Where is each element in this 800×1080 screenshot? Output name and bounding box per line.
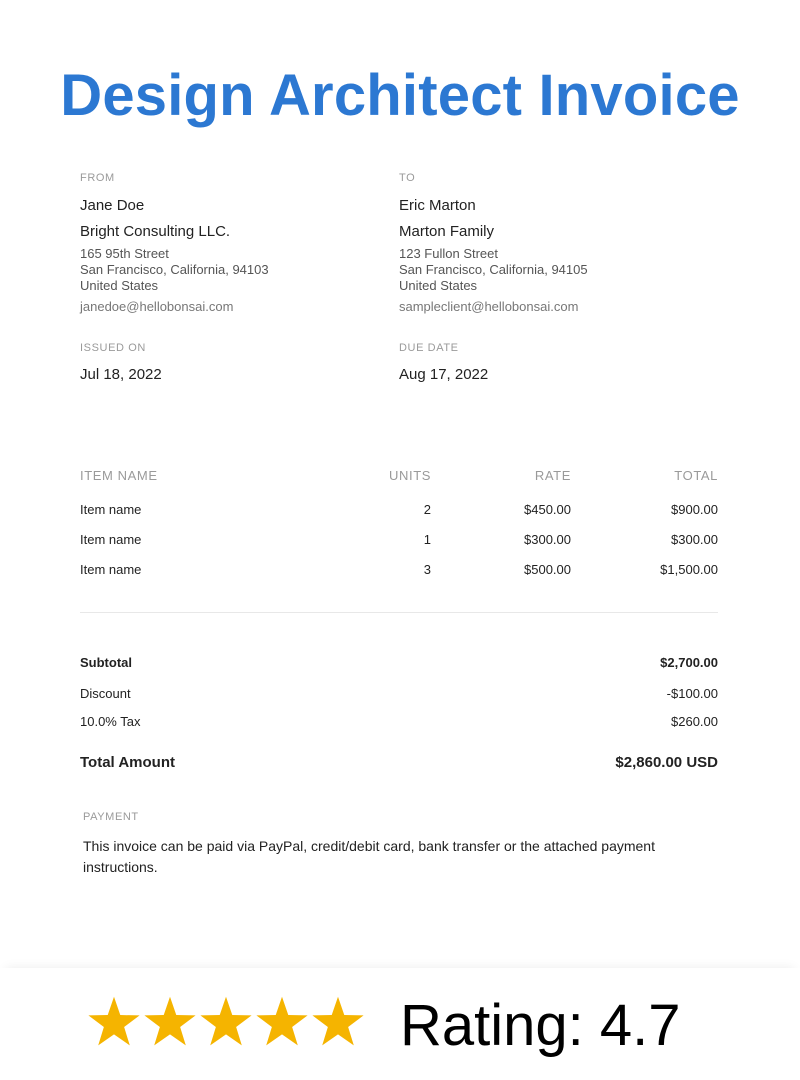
table-row: [80, 532, 718, 562]
from-address-line1: 165 95th Street: [80, 246, 169, 261]
to-email: sampleclient@hellobonsai.com: [399, 299, 579, 314]
rating-footer: [0, 968, 800, 1080]
header-rate: RATE: [534, 468, 571, 483]
items-header-row: [80, 468, 718, 502]
issued-on-value: Jul 18, 2022: [80, 366, 162, 383]
subtotal-value: $2,700.00: [660, 655, 718, 670]
items-table: [80, 468, 718, 592]
total-amount-value: $2,860.00 USD: [615, 754, 718, 771]
item-total: $300.00: [671, 532, 718, 547]
item-units: 2: [423, 502, 431, 517]
payment-text: This invoice can be paid via PayPal, credit/debit card, bank transfer or the attached payment instructions.: [83, 838, 655, 875]
item-name: Item name: [80, 502, 142, 517]
from-section: [80, 172, 380, 314]
item-units: 1: [423, 532, 431, 547]
from-address-line3: United States: [80, 278, 159, 293]
tax-label: 10.0% Tax: [80, 714, 141, 729]
invoice-title: Design Architect Invoice: [60, 63, 740, 128]
item-units: 3: [423, 562, 431, 577]
star-icon: [142, 994, 198, 1050]
star-icon: [86, 994, 142, 1050]
due-date-section: [399, 342, 699, 383]
item-rate: $300.00: [524, 532, 571, 547]
due-date-label: DUE DATE: [399, 342, 459, 354]
discount-value: -$100.00: [666, 686, 718, 701]
issued-on-label: ISSUED ON: [80, 342, 146, 354]
from-name: Jane Doe: [80, 197, 145, 214]
star-icon: [254, 994, 310, 1050]
tax-value: $260.00: [671, 714, 718, 729]
item-name: Item name: [80, 562, 142, 577]
item-rate: $500.00: [524, 562, 571, 577]
due-date-value: Aug 17, 2022: [399, 366, 489, 383]
star-icon: [198, 994, 254, 1050]
item-rate: $450.00: [524, 502, 571, 517]
to-address: [399, 246, 699, 294]
to-name: Eric Marton: [399, 197, 476, 214]
item-total: $900.00: [671, 502, 718, 517]
payment-label: PAYMENT: [83, 811, 139, 823]
from-address-line2: San Francisco, California, 94103: [80, 262, 269, 277]
from-address: [80, 246, 380, 294]
discount-label: Discount: [80, 686, 131, 701]
subtotal-label: Subtotal: [80, 655, 132, 670]
to-address-line2: San Francisco, California, 94105: [399, 262, 588, 277]
to-label: TO: [399, 172, 416, 184]
header-units: UNITS: [389, 468, 431, 483]
to-address-line3: United States: [399, 278, 478, 293]
header-item-name: ITEM NAME: [80, 468, 158, 483]
from-label: FROM: [80, 172, 115, 184]
issued-on-section: [80, 342, 380, 383]
item-name: Item name: [80, 532, 142, 547]
to-company: Marton Family: [399, 223, 495, 240]
item-total: $1,500.00: [660, 562, 718, 577]
rating-text: Rating: 4.7: [400, 993, 681, 1058]
header-total: TOTAL: [674, 468, 718, 483]
star-icon: [310, 994, 366, 1050]
from-email: janedoe@hellobonsai.com: [80, 299, 234, 314]
from-company: Bright Consulting LLC.: [80, 223, 231, 240]
total-amount-label: Total Amount: [80, 754, 175, 771]
table-row: [80, 562, 718, 592]
table-row: [80, 502, 718, 532]
items-divider: [80, 612, 718, 613]
to-section: [399, 172, 699, 314]
to-address-line1: 123 Fullon Street: [399, 246, 499, 261]
payment-section: [83, 811, 723, 878]
